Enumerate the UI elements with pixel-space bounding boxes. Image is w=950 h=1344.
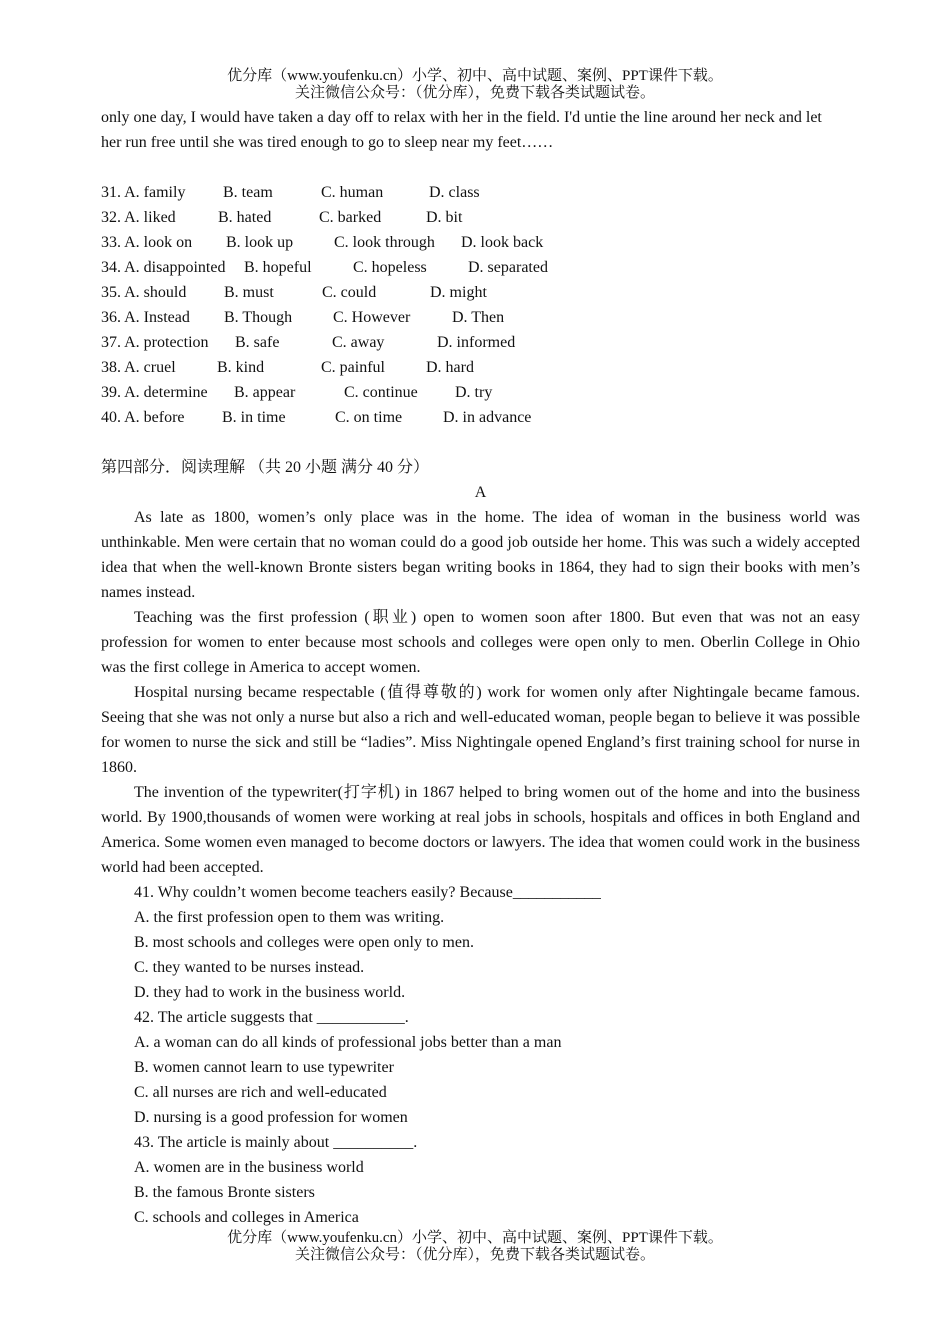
option-a: 39. A. determine bbox=[101, 384, 208, 401]
intro-line-2: her run free until she was tired enough to go to sleep near my feet…… bbox=[101, 134, 554, 151]
question-41-option-c: C. they wanted to be nurses instead. bbox=[134, 959, 365, 976]
footer-line-1: 优分库（www.youfenku.cn）小学、初中、高中试题、案例、PPT课件下载。 bbox=[227, 1230, 723, 1246]
option-a: 40. A. before bbox=[101, 409, 185, 426]
option-d: D. in advance bbox=[443, 409, 532, 426]
option-c: C. on time bbox=[335, 409, 403, 426]
question-42-option-c: C. all nurses are rich and well-educated bbox=[134, 1084, 387, 1101]
page-footer bbox=[0, 1230, 950, 1264]
question-41-option-a: A. the first profession open to them was writing. bbox=[134, 909, 445, 926]
question-43-option-a: A. women are in the business world bbox=[134, 1159, 364, 1176]
question-42-option-b: B. women cannot learn to use typewriter bbox=[134, 1059, 394, 1076]
cloze-item-32 bbox=[101, 205, 860, 230]
page-content bbox=[101, 105, 860, 1230]
option-b: B. safe bbox=[235, 334, 280, 351]
option-b: B. kind bbox=[217, 359, 265, 376]
cloze-item-38 bbox=[101, 355, 860, 380]
option-b: B. team bbox=[223, 184, 273, 201]
option-a: 33. A. look on bbox=[101, 234, 193, 251]
passage-paragraph-3: Hospital nursing became respectable (值得尊敬的) work for women only after Nightingale became famous. Seeing that she was not only a nurse but also a rich and well-educated woman, people began to believe it was possible for women to nurse the sick and still be “ladies”. Miss Nightingale opened England’s first training school for nurse in 1860. bbox=[101, 684, 860, 776]
option-b: B. appear bbox=[234, 384, 296, 401]
passage-paragraph-4: The invention of the typewriter(打字机) in 1867 helped to bring women out of the home and into the business world. By 1900,thousands of women were working at real jobs in schools, hospitals and offices in both England and America. Some women even managed to become doctors or lawyers. The idea that women could work in the business world had been accepted. bbox=[101, 784, 860, 876]
cloze-item-37 bbox=[101, 330, 860, 355]
option-c: C. could bbox=[322, 284, 377, 301]
option-d: D. separated bbox=[468, 259, 548, 276]
option-c: C. painful bbox=[321, 359, 385, 376]
option-a: 32. A. liked bbox=[101, 209, 176, 226]
option-b: B. Though bbox=[224, 309, 293, 326]
option-d: D. informed bbox=[437, 334, 516, 351]
option-b: B. in time bbox=[222, 409, 286, 426]
option-b: B. hated bbox=[218, 209, 272, 226]
cloze-item-34 bbox=[101, 255, 860, 280]
question-41-stem: 41. Why couldn’t women become teachers easily? Because___________ bbox=[134, 884, 601, 901]
option-c: C. human bbox=[321, 184, 384, 201]
footer-line-2: 关注微信公众号：（优分库），免费下载各类试题试卷。 bbox=[294, 1247, 655, 1263]
passage-paragraph-2: Teaching was the first profession (职业) open to women soon after 1800. But even that was not an easy profession for women to enter because most schools and colleges were open only to men. Oberlin College in Ohio was the first college in America to accept women. bbox=[101, 609, 860, 676]
option-c: C. barked bbox=[319, 209, 382, 226]
passage-paragraph-1: As late as 1800, women’s only place was in the home. The idea of woman in the business world was unthinkable. Men were certain that no woman could do a good job outside her home. This was such a widely accepted idea that when the well-known Bronte sisters began writing books in 1864, they had to sign their books with men’s names instead. bbox=[101, 509, 860, 601]
option-d: D. try bbox=[455, 384, 493, 401]
option-c: C. hopeless bbox=[353, 259, 427, 276]
intro-line-1: only one day, I would have taken a day off to relax with her in the field. I'd untie the line around her neck and let bbox=[101, 109, 822, 126]
option-a: 31. A. family bbox=[101, 184, 186, 201]
option-c: C. continue bbox=[344, 384, 418, 401]
option-a: 38. A. cruel bbox=[101, 359, 176, 376]
option-a: 34. A. disappointed bbox=[101, 259, 226, 276]
header-line-2: 关注微信公众号：（优分库），免费下载各类试题试卷。 bbox=[294, 85, 655, 101]
question-43-stem: 43. The article is mainly about __________. bbox=[134, 1134, 418, 1151]
question-42-stem: 42. The article suggests that ___________. bbox=[134, 1009, 409, 1026]
option-d: D. hard bbox=[426, 359, 474, 376]
passage-label: A bbox=[474, 484, 487, 501]
page-header bbox=[0, 68, 950, 102]
option-d: D. bit bbox=[426, 209, 463, 226]
option-b: B. hopeful bbox=[244, 259, 312, 276]
option-d: D. might bbox=[430, 284, 487, 301]
question-41-option-b: B. most schools and colleges were open only to men. bbox=[134, 934, 474, 951]
cloze-item-40 bbox=[101, 405, 860, 430]
option-d: D. look back bbox=[461, 234, 544, 251]
option-d: D. Then bbox=[452, 309, 505, 326]
cloze-item-39 bbox=[101, 380, 860, 405]
option-d: D. class bbox=[429, 184, 480, 201]
option-b: B. look up bbox=[226, 234, 294, 251]
cloze-item-36 bbox=[101, 305, 860, 330]
question-42-option-a: A. a woman can do all kinds of professional jobs better than a man bbox=[134, 1034, 562, 1051]
option-a: 36. A. Instead bbox=[101, 309, 190, 326]
question-41-option-d: D. they had to work in the business world. bbox=[134, 984, 406, 1001]
option-a: 35. A. should bbox=[101, 284, 187, 301]
option-c: C. look through bbox=[334, 234, 435, 251]
header-line-1: 优分库（www.youfenku.cn）小学、初中、高中试题、案例、PPT课件下载。 bbox=[227, 68, 723, 84]
option-b: B. must bbox=[224, 284, 274, 301]
question-43-option-b: B. the famous Bronte sisters bbox=[134, 1184, 315, 1201]
question-42-option-d: D. nursing is a good profession for women bbox=[134, 1109, 408, 1126]
cloze-item-31 bbox=[101, 180, 860, 205]
section-title: 第四部分．阅读理解 （共 20 小题 满分 40 分） bbox=[101, 459, 430, 476]
option-a: 37. A. protection bbox=[101, 334, 209, 351]
question-43-option-c: C. schools and colleges in America bbox=[134, 1209, 359, 1226]
option-c: C. However bbox=[333, 309, 411, 326]
option-c: C. away bbox=[332, 334, 385, 351]
cloze-item-35 bbox=[101, 280, 860, 305]
cloze-item-33 bbox=[101, 230, 860, 255]
